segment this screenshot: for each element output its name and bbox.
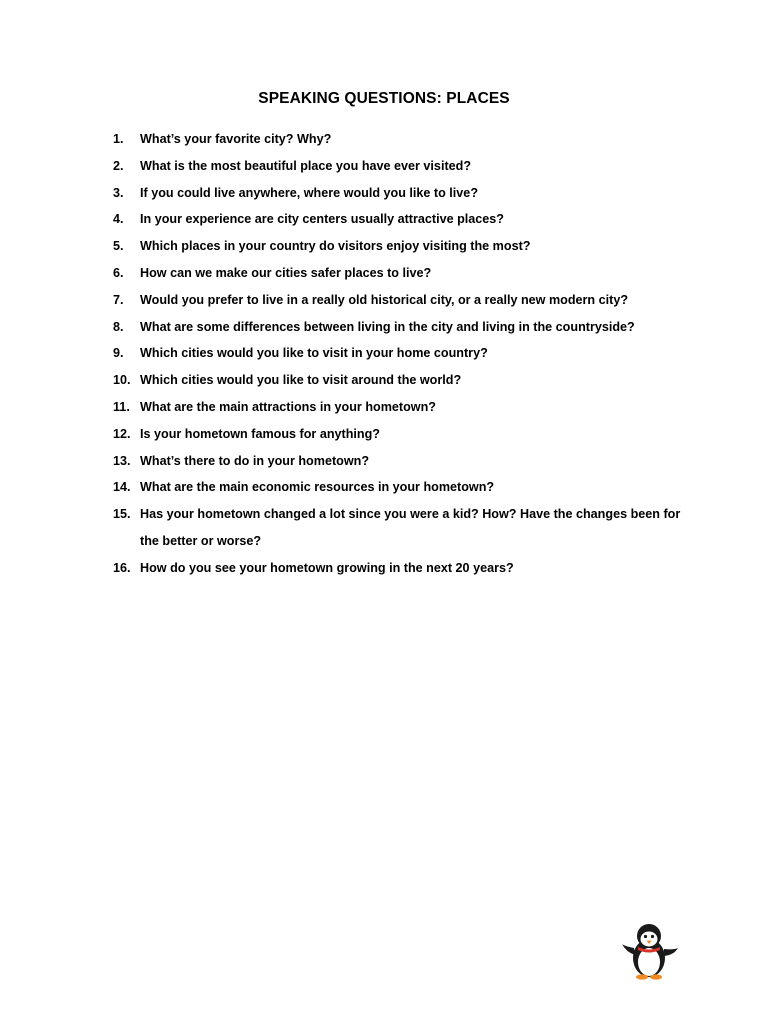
list-item — [113, 153, 683, 180]
question-number: 8. — [113, 319, 124, 334]
list-item — [113, 287, 683, 314]
question-number: 12. — [113, 426, 131, 441]
question-text: Which cities would you like to visit in your home country? — [140, 346, 488, 361]
penguin-icon — [620, 922, 680, 982]
list-item — [113, 394, 683, 421]
list-item — [113, 314, 683, 341]
question-number: 16. — [113, 560, 131, 575]
question-text: What are the main economic resources in your hometown? — [140, 480, 495, 495]
question-number: 9. — [113, 346, 124, 361]
question-list — [113, 126, 683, 582]
question-number: 1. — [113, 132, 124, 146]
list-item — [113, 126, 683, 153]
question-text: How can we make our cities safer places to live? — [140, 265, 432, 280]
question-number: 6. — [113, 265, 124, 280]
question-number: 13. — [113, 453, 131, 468]
question-text: What’s there to do in your hometown? — [140, 453, 370, 468]
question-number: 2. — [113, 158, 124, 173]
question-number: 5. — [113, 239, 124, 254]
question-number: 7. — [113, 292, 124, 307]
list-item — [113, 448, 683, 475]
list-item — [113, 501, 683, 555]
question-text: If you could live anywhere, where would you like to live? — [140, 185, 479, 200]
question-text: What is the most beautiful place you have ever visited? — [140, 158, 472, 173]
list-item — [113, 421, 683, 448]
list-item — [113, 555, 683, 582]
list-item — [113, 340, 683, 367]
question-text: What’s your favorite city? Why? — [140, 132, 332, 146]
question-text: In your experience are city centers usually attractive places? — [140, 212, 504, 227]
list-item — [113, 233, 683, 260]
question-number: 10. — [113, 373, 131, 388]
list-item — [113, 260, 683, 287]
list-item — [113, 367, 683, 394]
question-number: 3. — [113, 185, 124, 200]
question-text: How do you see your hometown growing in the next 20 years? — [140, 560, 514, 575]
question-number: 4. — [113, 212, 124, 227]
list-item — [113, 474, 683, 501]
question-number: 14. — [113, 480, 131, 495]
question-number: 11. — [113, 399, 130, 414]
question-number: 15. — [113, 507, 131, 522]
question-text: Which places in your country do visitors enjoy visiting the most? — [140, 239, 531, 254]
question-text: Which cities would you like to visit around the world? — [140, 373, 462, 388]
question-text: What are some differences between living in the city and living in the countryside? — [140, 319, 635, 334]
question-text: Is your hometown famous for anything? — [140, 426, 380, 441]
question-text: Has your hometown changed a lot since you were a kid? How? Have the changes been for the better or worse? — [140, 507, 681, 548]
question-text: Would you prefer to live in a really old historical city, or a really new modern city? — [140, 292, 629, 307]
page-title: SPEAKING QUESTIONS: PLACES — [258, 90, 510, 107]
question-text: What are the main attractions in your hometown? — [140, 399, 436, 414]
list-item — [113, 180, 683, 207]
list-item — [113, 206, 683, 233]
